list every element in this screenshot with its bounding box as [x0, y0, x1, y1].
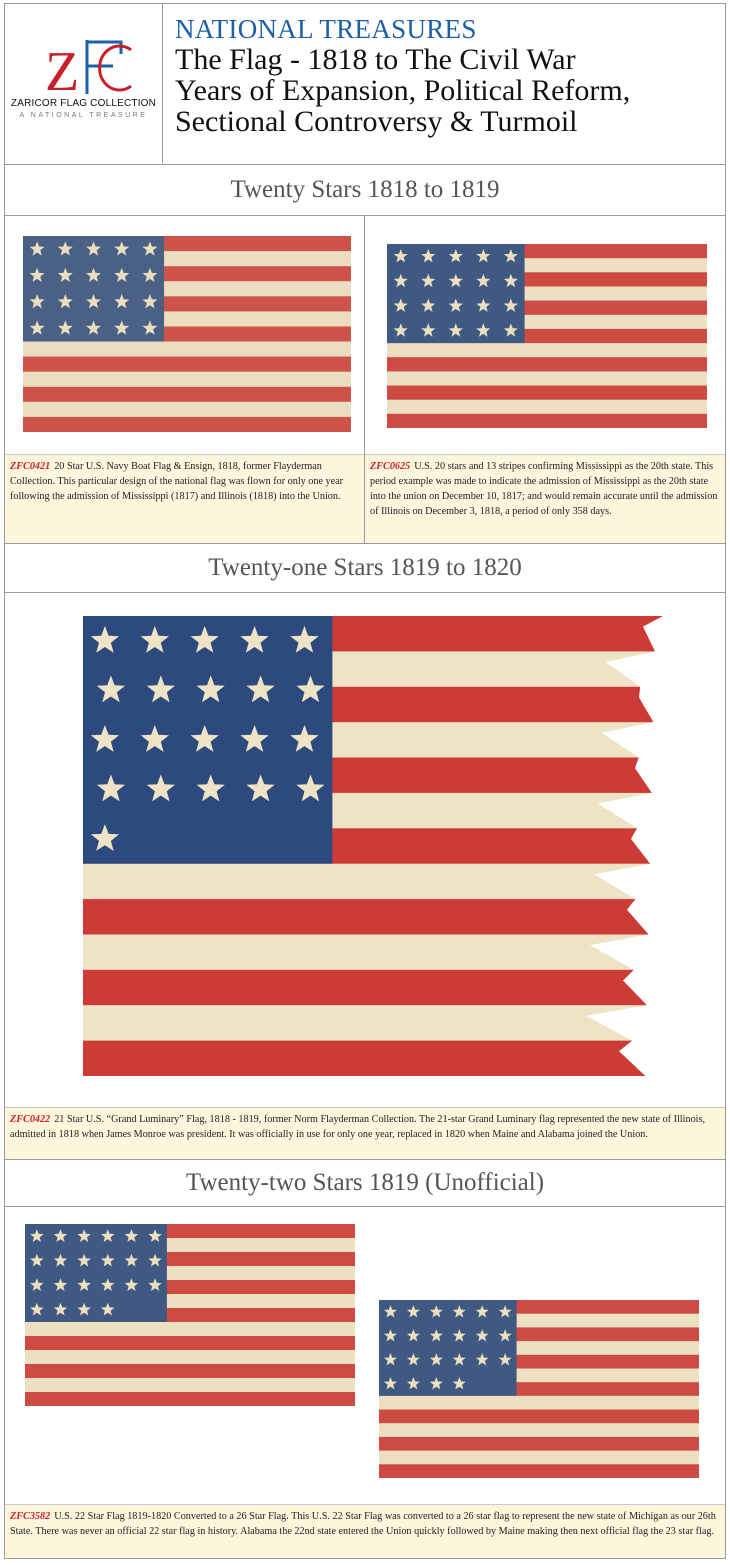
page — [4, 3, 726, 1559]
header — [5, 4, 725, 165]
flag-aging-overlay — [25, 1224, 355, 1406]
flag-image — [379, 1300, 699, 1478]
flag-stripe — [83, 970, 663, 1006]
caption — [5, 1504, 725, 1558]
flag-image — [83, 616, 663, 1076]
zfc-logo-mark — [43, 38, 133, 96]
catalog-id: ZFC0421 — [10, 461, 51, 472]
logo-name: ZARICOR FLAG COLLECTION — [10, 98, 157, 109]
section-heading: Twenty-one Stars 1819 to 1820 — [5, 544, 725, 593]
flag-image — [25, 1224, 355, 1406]
caption — [365, 454, 725, 543]
flag-image — [23, 236, 351, 432]
flag-aging-overlay — [23, 236, 351, 432]
flag-stripe — [83, 1005, 663, 1041]
series-title: NATIONAL TREASURES — [175, 14, 477, 44]
section-heading: Twenty Stars 1818 to 1819 — [5, 165, 725, 216]
caption-text: 21 Star U.S. “Grand Luminary” Flag, 1818 - 1819, former Norm Flayderman Collection. The 21-star Grand Luminary flag represented the new state of Illinois, admitted in 1818 when James Monroe was president. It was officially in use for only one year, replaced in 1820 when Maine and Alabama joined the Union. — [10, 1114, 705, 1140]
flag-image — [387, 244, 707, 428]
logo — [5, 4, 163, 163]
section-heading: Twenty-two Stars 1819 (Unofficial) — [5, 1160, 725, 1207]
flag-stripe — [83, 935, 663, 971]
flag-aging-overlay — [387, 244, 707, 428]
caption-text: U.S. 20 stars and 13 stripes confirming Mississippi as the 20th state. This period example was made to indicate the admission of Mississippi as the 20th state into the union on December 10, 1817; and would remain accurate until the admission of Illinois on December 3, 1818, a period of only 358 days. — [370, 461, 718, 517]
caption — [5, 454, 364, 543]
title-line-2: Years of Expansion, Political Reform, — [175, 74, 631, 107]
caption-text: U.S. 22 Star Flag 1819-1820 Converted to a 26 Star Flag. This U.S. 22 Star Flag was converted to a 26 star flag to represent the new state of Michigan as our 26th State. There was never an official 22 star flag in history. Alabama the 22nd state entered the Union quickly followed by Maine making then next official flag the 23 star flag. — [10, 1511, 716, 1537]
flag-stripe — [83, 864, 663, 900]
title-line-1: The Flag - 1818 to The Civil War — [175, 43, 576, 76]
flag-aging-overlay — [379, 1300, 699, 1478]
title-line-3: Sectional Controversy & Turmoil — [175, 105, 578, 138]
logo-tagline: A NATIONAL TREASURE — [19, 112, 148, 119]
caption — [5, 1107, 725, 1159]
caption-text: 20 Star U.S. Navy Boat Flag & Ensign, 1818, former Flayderman Collection. This particular design of the national flag was flown for only one year following the admission of Mississippi (1817) and Illinois (1818) into the Union. — [10, 461, 344, 502]
title-block — [175, 14, 630, 137]
catalog-id: ZFC0625 — [370, 461, 411, 472]
flag-stripe — [83, 899, 663, 935]
flag-stripe — [83, 1041, 663, 1076]
catalog-id: ZFC0422 — [10, 1114, 51, 1125]
logo-letter-z: Z — [45, 41, 80, 96]
catalog-id: ZFC3582 — [10, 1511, 51, 1522]
